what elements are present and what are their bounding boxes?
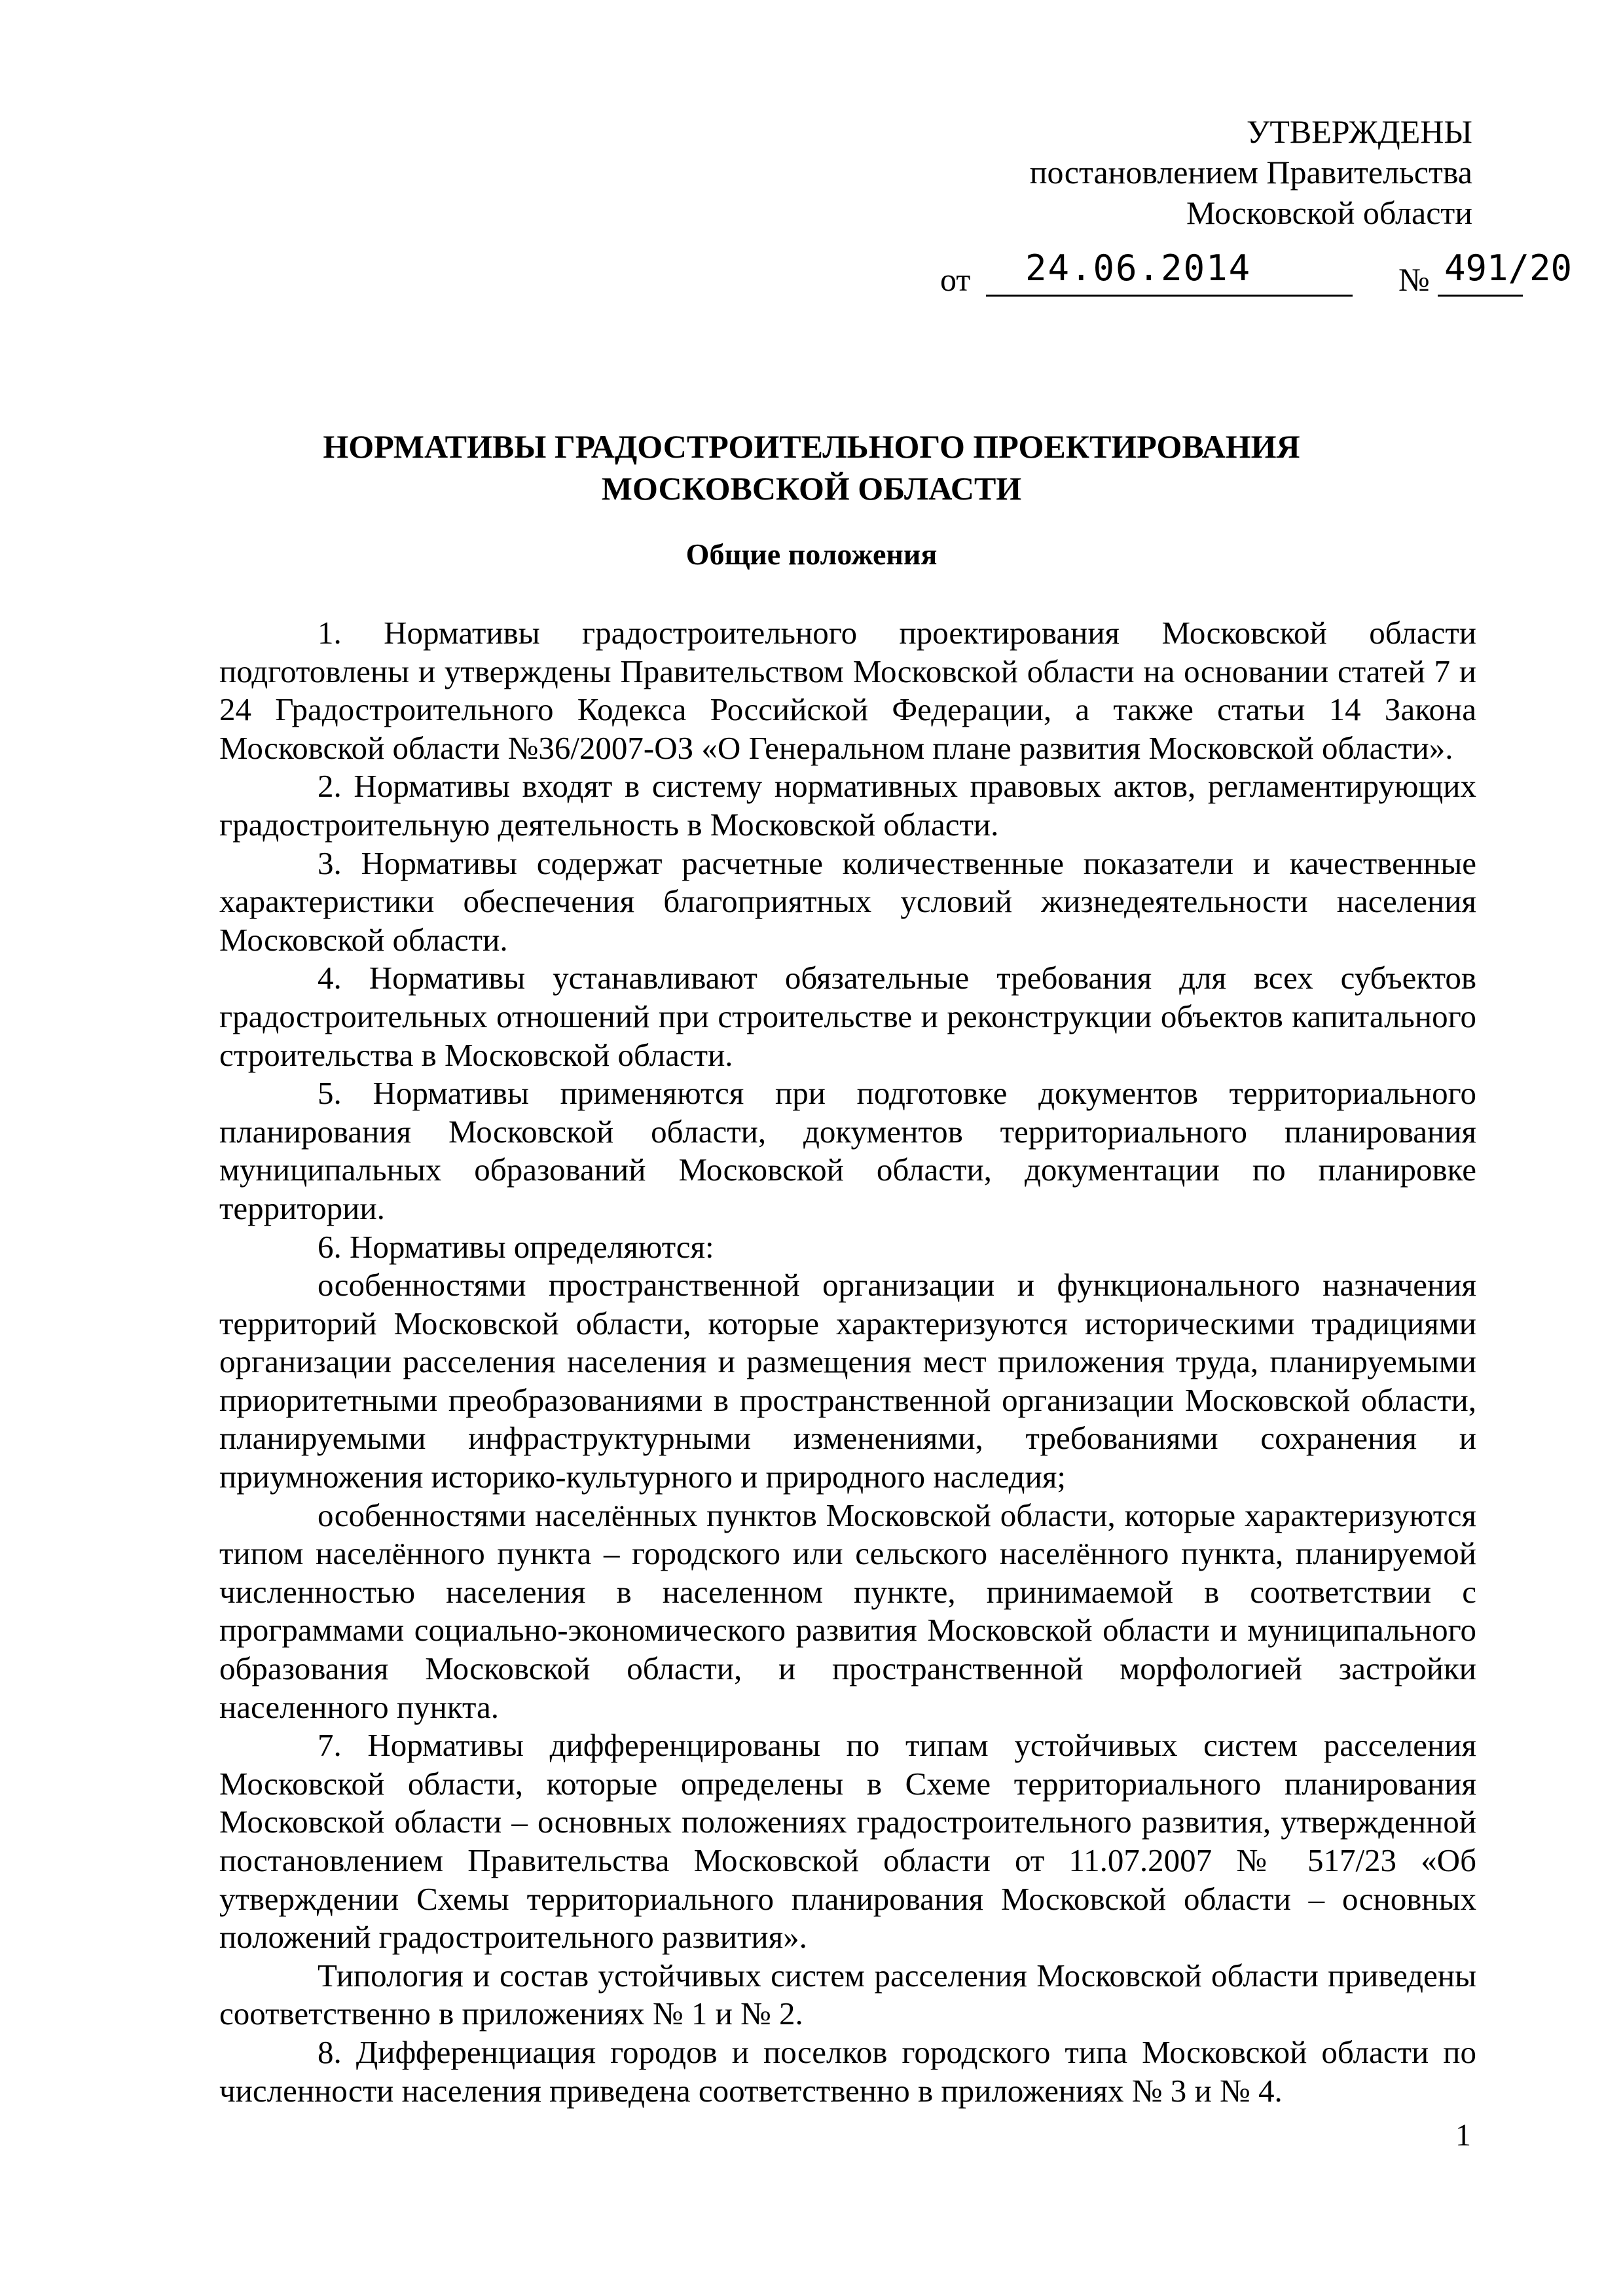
paragraph: 1. Нормативы градостроительного проектирования Московской области подготовлены и утверждены Правительством Московской области на основании статей 7 и 24 Градостроительного Кодекса Российской Федерации, а также статьи 14 Закона Московской области №36/2007-ОЗ «О Генеральном плане развития Московской области». (219, 615, 1476, 766)
approval-line-region: Московской области (1186, 194, 1472, 231)
decree-date: 24.06.2014 (1025, 247, 1252, 289)
decree-number: 491/20 (1444, 247, 1573, 289)
paragraph: 6. Нормативы определяются: (318, 1228, 714, 1265)
decree-date-row (940, 247, 1573, 306)
paragraph: 4. Нормативы устанавливают обязательные требования для всех субъектов градостроительных отношений при строительстве и реконструкции объектов капитального строительства в Московской области. (219, 960, 1476, 1073)
section-title: Общие положения (685, 538, 938, 571)
date-underline (986, 295, 1353, 297)
number-label: № (1398, 261, 1430, 298)
paragraph: Типология и состав устойчивых систем расселения Московской области приведены соответственно в приложениях № 1 и № 2. (219, 1957, 1476, 2032)
document-title (0, 426, 1623, 509)
approval-block (1030, 111, 1472, 233)
document-body (219, 614, 1476, 2110)
paragraph: 8. Дифференциация городов и поселков городского типа Московской области по численности населения приведена соответственно в приложениях № 3 и № 4. (219, 2033, 1476, 2109)
date-prefix-label: от (940, 261, 971, 298)
paragraph: 7. Нормативы дифференцированы по типам устойчивых систем расселения Московской области, которые определены в Схеме территориального планирования Московской области – основных положениях градостроительного развития, утвержденной постановлением Правительства Московской области от 11.07.2007 № 517/23 «Об утверждении Схемы территориального планирования Московской области – основных положений градостроительного развития». (219, 1727, 1476, 1956)
paragraph: особенностями пространственной организации и функционального назначения территорий Московской области, которые характеризуются историческими традициями организации расселения населения и размещения мест приложения труда, планируемыми приоритетными преобразованиями в пространственной организации Московской области, планируемыми инфраструктурными изменениями, требованиями сохранения и приумножения историко-культурного и природного наследия; (219, 1267, 1476, 1495)
paragraph: 3. Нормативы содержат расчетные количественные показатели и качественные характеристики обеспечения благоприятных условий жизнедеятельности населения Московской области. (219, 845, 1476, 958)
paragraph: 2. Нормативы входят в систему нормативных правовых актов, регламентирующих градостроительную деятельность в Московской области. (219, 768, 1476, 843)
approval-line-decree: постановлением Правительства (1029, 154, 1472, 191)
page-number: 1 (1455, 2118, 1471, 2153)
approval-heading: УТВЕРЖДЕНЫ (1246, 113, 1472, 150)
number-underline (1438, 295, 1523, 297)
title-line-1: НОРМАТИВЫ ГРАДОСТРОИТЕЛЬНОГО ПРОЕКТИРОВАНИЯ (323, 428, 1300, 465)
paragraph: особенностями населённых пунктов Московской области, которые характеризуются типом населённого пункта – городского или сельского населённого пункта, планируемой численностью населения в населенном пункте, принимаемой в соответствии с программами социально-экономического развития Московской области и муниципального образования Московской области, и пространственной морфологией застройки населенного пункта. (219, 1497, 1476, 1725)
paragraph: 5. Нормативы применяются при подготовке документов территориального планирования Московской области, документов территориального планирования муниципальных образований Московской области, документации по планировке территории. (219, 1075, 1476, 1226)
title-line-2: МОСКОВСКОЙ ОБЛАСТИ (601, 470, 1022, 507)
